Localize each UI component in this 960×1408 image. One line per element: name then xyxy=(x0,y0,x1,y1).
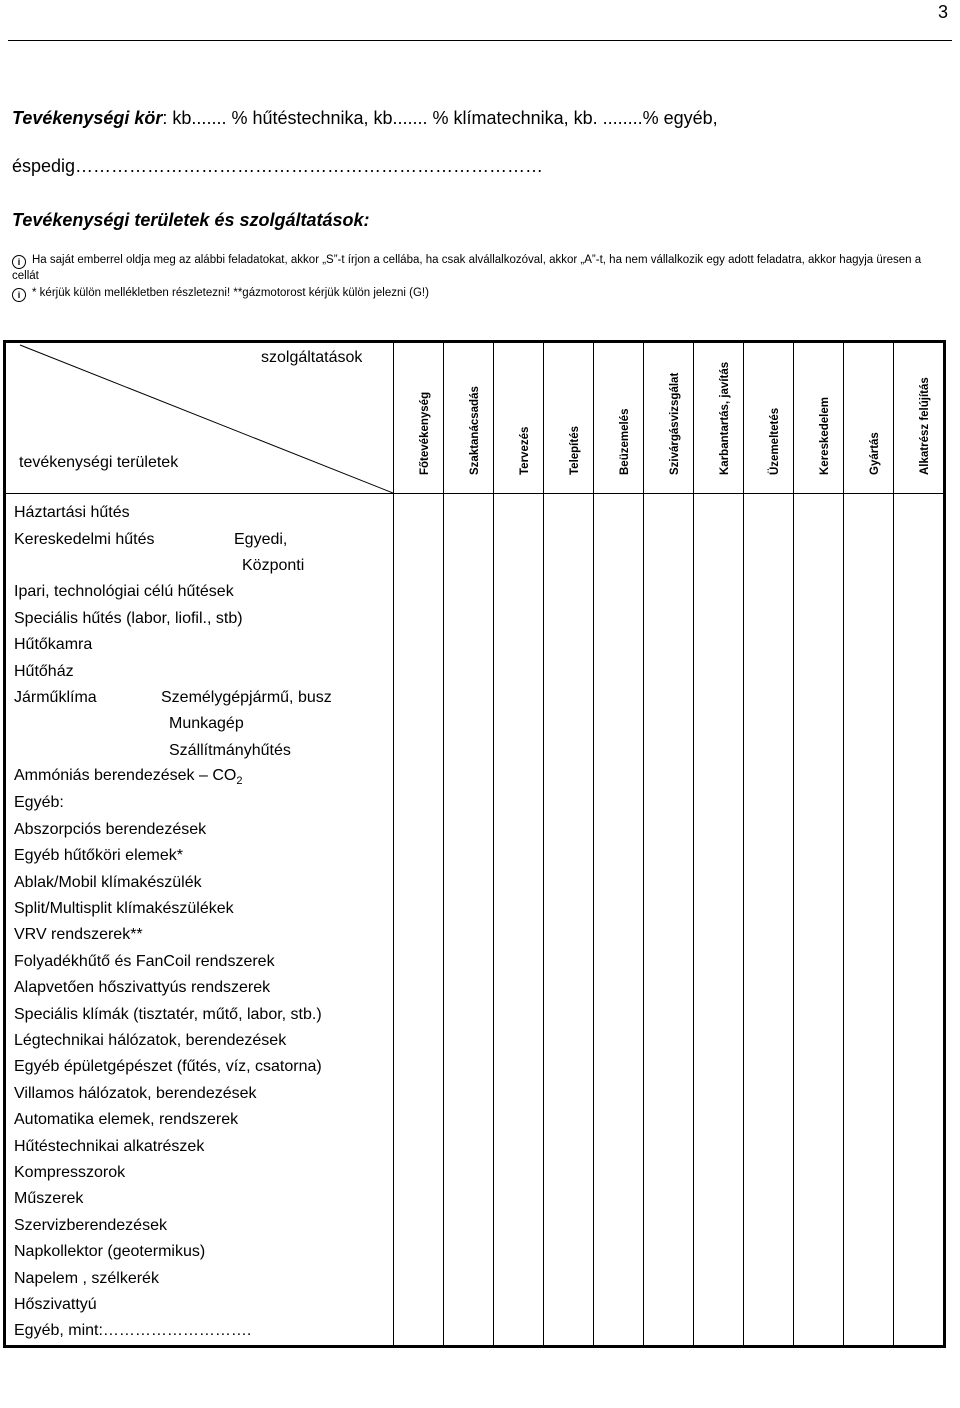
table-row xyxy=(5,494,945,527)
corner-header xyxy=(5,342,394,494)
activity-label: Tevékenységi kör xyxy=(12,108,163,128)
service-header-gyartas: Gyártás xyxy=(844,342,894,494)
section-title: Tevékenységi területek és szolgáltatások: xyxy=(12,210,370,230)
service-cell-column-10[interactable] xyxy=(844,494,894,1347)
row-label: Abszorpciós berendezések xyxy=(5,817,394,843)
row-label: Járműklíma Személygépjármű, busz xyxy=(5,685,394,711)
row-label: Műszerek xyxy=(5,1186,394,1212)
row-label: Egyéb hűtőköri elemek* xyxy=(5,843,394,869)
row-label: Egyéb: xyxy=(5,790,394,816)
service-cell-column-2[interactable] xyxy=(444,494,494,1347)
row-label: Kereskedelmi hűtés Egyedi, xyxy=(5,526,394,552)
service-header-alkatresz-felujitas: Alkatrész felújítás xyxy=(894,342,945,494)
service-cell-column-4[interactable] xyxy=(544,494,594,1347)
row-label: Napelem , szélkerék xyxy=(5,1265,394,1291)
service-cell-column-11[interactable] xyxy=(894,494,945,1347)
page-number: 3 xyxy=(937,2,948,22)
row-sublabel: Központi xyxy=(5,553,394,579)
service-cell-column-5[interactable] xyxy=(594,494,644,1347)
row-label: Speciális hűtés (labor, liofil., stb) xyxy=(5,606,394,632)
areas-axis-label: tevékenységi területek xyxy=(19,454,179,471)
info-icon: i xyxy=(12,255,26,269)
row-label: Egyéb, mint:………………………. xyxy=(5,1318,394,1346)
row-label: Speciális klímák (tisztatér, műtő, labor, stb.) xyxy=(5,1001,394,1027)
activity-field xyxy=(12,94,952,190)
row-label: Automatika elemek, rendszerek xyxy=(5,1107,394,1133)
service-cell-column-6[interactable] xyxy=(644,494,694,1347)
service-cell-column-8[interactable] xyxy=(744,494,794,1347)
services-axis-label: szolgáltatások xyxy=(261,349,363,366)
service-header-telepites: Telepítés xyxy=(544,342,594,494)
row-label: Split/Multisplit klímakészülékek xyxy=(5,896,394,922)
top-divider xyxy=(8,40,952,41)
matrix-body xyxy=(5,494,945,1347)
row-sublabel: Munkagép xyxy=(5,711,394,737)
service-cell-column-9[interactable] xyxy=(794,494,844,1347)
footnote-note xyxy=(12,286,947,302)
row-label: Ablak/Mobil klímakészülék xyxy=(5,869,394,895)
row-label: Légtechnikai hálózatok, berendezések xyxy=(5,1028,394,1054)
service-header-szivargasvizsgalat: Szivárgásvizsgálat xyxy=(644,342,694,494)
service-header-kereskedelem: Kereskedelem xyxy=(794,342,844,494)
row-label: Hűtőház xyxy=(5,658,394,684)
instruction-note xyxy=(12,253,947,284)
row-label: Napkollektor (geotermikus) xyxy=(5,1239,394,1265)
service-header-szaktanacsadas: Szaktanácsadás xyxy=(444,342,494,494)
row-label: Ammóniás berendezések – $CO_2$ xyxy=(5,764,394,790)
info-icon: i xyxy=(12,288,26,302)
row-sublabel: Egyedi, xyxy=(234,530,288,548)
service-cell-column-3[interactable] xyxy=(494,494,544,1347)
row-label: Villamos hálózatok, berendezések xyxy=(5,1081,394,1107)
row-label: Háztartási hűtés xyxy=(5,494,394,527)
row-label: Egyéb épületgépészet (fűtés, víz, csatorna) xyxy=(5,1054,394,1080)
service-header-beuzemeles: Beüzemelés xyxy=(594,342,644,494)
row-label: Alapvetően hőszivattyús rendszerek xyxy=(5,975,394,1001)
service-cell-column-7[interactable] xyxy=(694,494,744,1347)
row-label: Szervizberendezések xyxy=(5,1213,394,1239)
row-label: Ipari, technológiai célú hűtések xyxy=(5,579,394,605)
row-label: Hűtőkamra xyxy=(5,632,394,658)
row-label: Hőszivattyú xyxy=(5,1292,394,1318)
row-sublabel: Szállítmányhűtés xyxy=(5,738,394,764)
service-header-fotevekenyseg: Főtevékenység xyxy=(394,342,444,494)
note-text: * kérjük külön mellékletben részletezni! **gázmotorost kérjük külön jelezni (G!) xyxy=(32,287,429,299)
activity-percentages[interactable]: : kb....... % hűtéstechnika, kb....... % klímatechnika, kb. ........% egyéb, xyxy=(162,108,718,128)
row-label: Kompresszorok xyxy=(5,1160,394,1186)
row-label: Hűtéstechnikai alkatrészek xyxy=(5,1133,394,1159)
service-header-uzemeltetes: Üzemeltetés xyxy=(744,342,794,494)
row-label: VRV rendszerek** xyxy=(5,922,394,948)
service-header-karbantartas: Karbantartás, javítás xyxy=(694,342,744,494)
header-row xyxy=(5,342,945,494)
row-sublabel: Személygépjármű, busz xyxy=(161,688,332,706)
row-label: Folyadékhűtő és FanCoil rendszerek xyxy=(5,949,394,975)
services-matrix xyxy=(3,340,946,1348)
note-text: Ha saját emberrel oldja meg az alábbi feladatokat, akkor „S”-t írjon a cellába, ha csak alvállalkozóval, akkor „A”-t, ha nem vállalkozik egy adott feladatra, akkor hagyja üresen a cellát xyxy=(12,254,922,282)
service-header-tervezes: Tervezés xyxy=(494,342,544,494)
service-cell-column-1[interactable] xyxy=(394,494,444,1347)
activity-specification[interactable]: éspedig…………………………………………………………………… xyxy=(12,156,544,176)
